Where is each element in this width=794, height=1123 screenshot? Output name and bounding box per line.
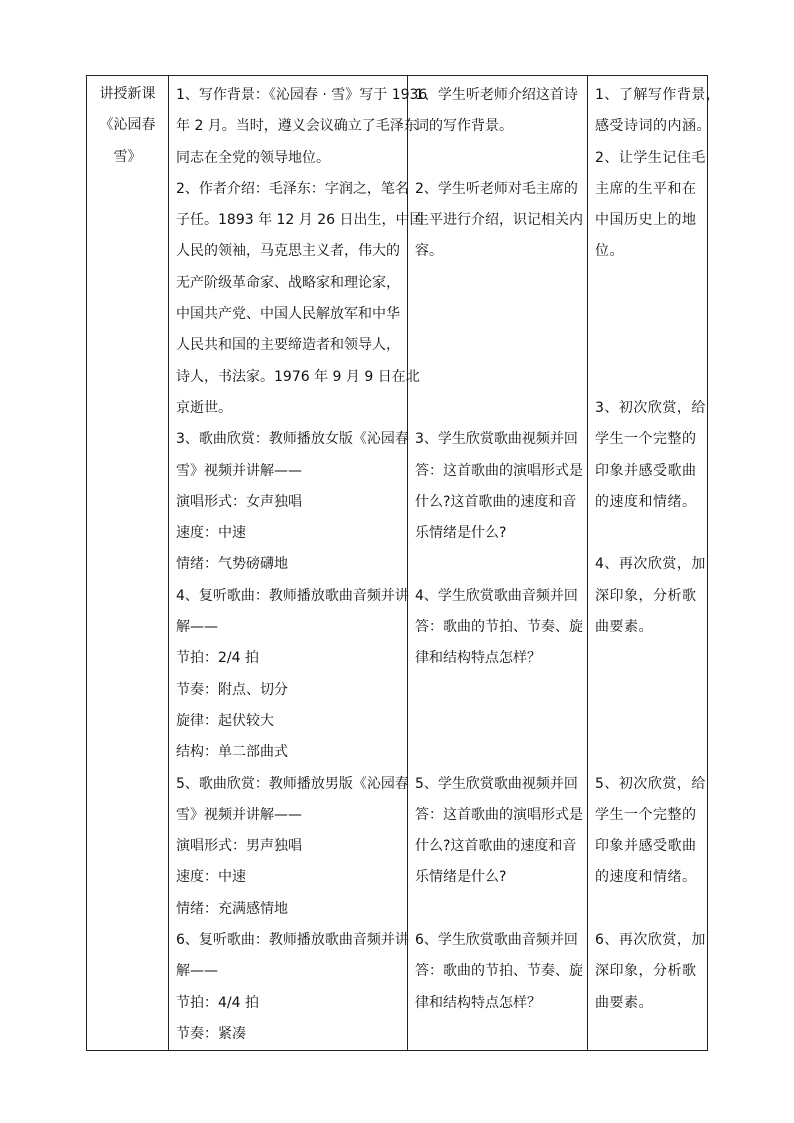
intent-line: 主席的生平和在 [595,180,697,197]
student-line: 什么?这首歌曲的速度和音 [415,838,577,855]
student-line: 1、学生听老师介绍这首诗 [415,87,578,103]
teacher-line: 速度：中速 [176,869,246,886]
intent-line: 5、初次欣赏，给 [595,775,706,792]
student-line: 答：这首歌曲的演唱形式是 [415,462,583,479]
intent-line: 学生一个完整的 [595,806,697,823]
student-activity-cell [408,76,588,1051]
intent-line: 2、让学生记住毛 [595,149,706,166]
teacher-line: 演唱形式：女声独唱 [176,493,302,510]
teacher-line: 京逝世。 [176,399,232,416]
intent-line: 中国历史上的地 [595,212,697,229]
teacher-line: 6、复听歌曲：教师播放歌曲音频并讲 [176,932,409,949]
teacher-line: 3、歌曲欣赏：教师播放女版《沁园春 [176,431,409,448]
lesson-plan-table [86,75,721,1051]
teacher-line: 旋律：起伏较大 [176,712,274,729]
table-row [87,76,708,1051]
teacher-line: 人民共和国的主要缔造者和领导人， [176,337,400,354]
stage-line: 雪》 [113,148,142,165]
intent-line: 3、初次欣赏，给 [595,399,706,416]
teacher-line: 雪》视频并讲解—— [176,806,302,823]
teacher-line: 中国共产党、中国人民解放军和中华 [176,306,400,323]
teacher-line: 演唱形式：男声独唱 [176,838,302,855]
student-line: 词的写作背景。 [415,118,513,135]
student-line: 答：歌曲的节拍、节奏、旋 [415,963,583,980]
intent-line: 印象并感受歌曲 [595,838,697,855]
teacher-line: 解—— [176,619,218,636]
intent-line: 1、了解写作背景， [595,87,721,103]
student-line: 律和结构特点怎样？ [415,994,541,1011]
student-line: 5、学生欣赏歌曲视频并回 [415,775,578,792]
teacher-line: 情绪：气势磅礴地 [176,556,288,573]
student-line: 6、学生欣赏歌曲音频并回 [415,932,578,949]
intent-line: 曲要素。 [595,994,653,1011]
intent-line: 的速度和情绪。 [595,869,697,886]
stage-line: 《沁园春 [99,117,156,134]
teacher-line: 诗人，书法家。1976 年 9 月 9 日在北 [176,368,420,385]
intent-line: 曲要素。 [595,619,653,636]
intent-line: 6、再次欣赏，加 [595,932,706,949]
teacher-line: 节奏：紧凑 [176,1025,246,1042]
intent-line: 4、再次欣赏，加 [595,556,706,573]
teacher-line: 速度：中速 [176,525,246,542]
teacher-line: 节拍：4/4 拍 [176,994,259,1011]
teacher-line: 人民的领袖，马克思主义者，伟大的 [176,243,400,260]
intent-line: 位。 [595,243,624,260]
teacher-line: 1、写作背景：《沁园春 · 雪》写于 1936 [176,87,428,103]
student-line: 4、学生欣赏歌曲音频并回 [415,587,578,604]
teacher-line: 无产阶级革命家、战略家和理论家， [176,274,400,291]
teacher-line: 同志在全党的领导地位。 [176,149,330,166]
design-intent-cell [588,76,721,1051]
stage-label [87,76,168,173]
teacher-line: 子任。1893 年 12 月 26 日出生，中国 [176,212,424,229]
teacher-line: 节拍：2/4 拍 [176,650,259,667]
student-line: 容。 [415,243,443,260]
student-line: 2、学生听老师对毛主席的 [415,180,578,197]
intent-line: 学生一个完整的 [595,431,697,448]
teacher-line: 解—— [176,963,218,980]
teacher-line: 节奏：附点、切分 [176,681,288,698]
student-line: 生平进行介绍，识记相关内 [415,212,583,229]
student-line: 乐情绪是什么? [415,525,507,542]
student-line: 什么?这首歌曲的速度和音 [415,493,577,510]
student-line: 答：歌曲的节拍、节奏、旋 [415,619,583,636]
intent-line: 印象并感受歌曲 [595,462,697,479]
intent-line: 深印象，分析歌 [595,587,697,604]
intent-line: 深印象，分析歌 [595,963,697,980]
student-activity-text [408,76,587,1019]
teacher-line: 2、作者介绍：毛泽东：字润之，笔名 [176,180,409,197]
teacher-line: 4、复听歌曲：教师播放歌曲音频并讲 [176,587,409,604]
stage-cell [87,76,169,1051]
teacher-line: 情绪：充满感情地 [176,900,288,917]
teacher-line: 雪》视频并讲解—— [176,462,302,479]
teacher-activity-text [169,76,428,1050]
intent-line: 的速度和情绪。 [595,493,697,510]
teacher-line: 年 2 月。当时，遵义会议确立了毛泽东 [176,118,418,135]
design-intent-text [588,76,721,1019]
stage-line: 讲授新课 [99,86,156,102]
student-line: 律和结构特点怎样？ [415,650,541,667]
teacher-line: 5、歌曲欣赏：教师播放男版《沁园春 [176,775,409,792]
intent-line: 感受诗词的内涵。 [595,118,711,135]
student-line: 乐情绪是什么? [415,869,507,886]
teacher-line: 结构：单二部曲式 [176,744,288,761]
teacher-activity-cell [169,76,428,1051]
student-line: 3、学生欣赏歌曲视频并回 [415,431,578,448]
student-line: 答：这首歌曲的演唱形式是 [415,806,583,823]
